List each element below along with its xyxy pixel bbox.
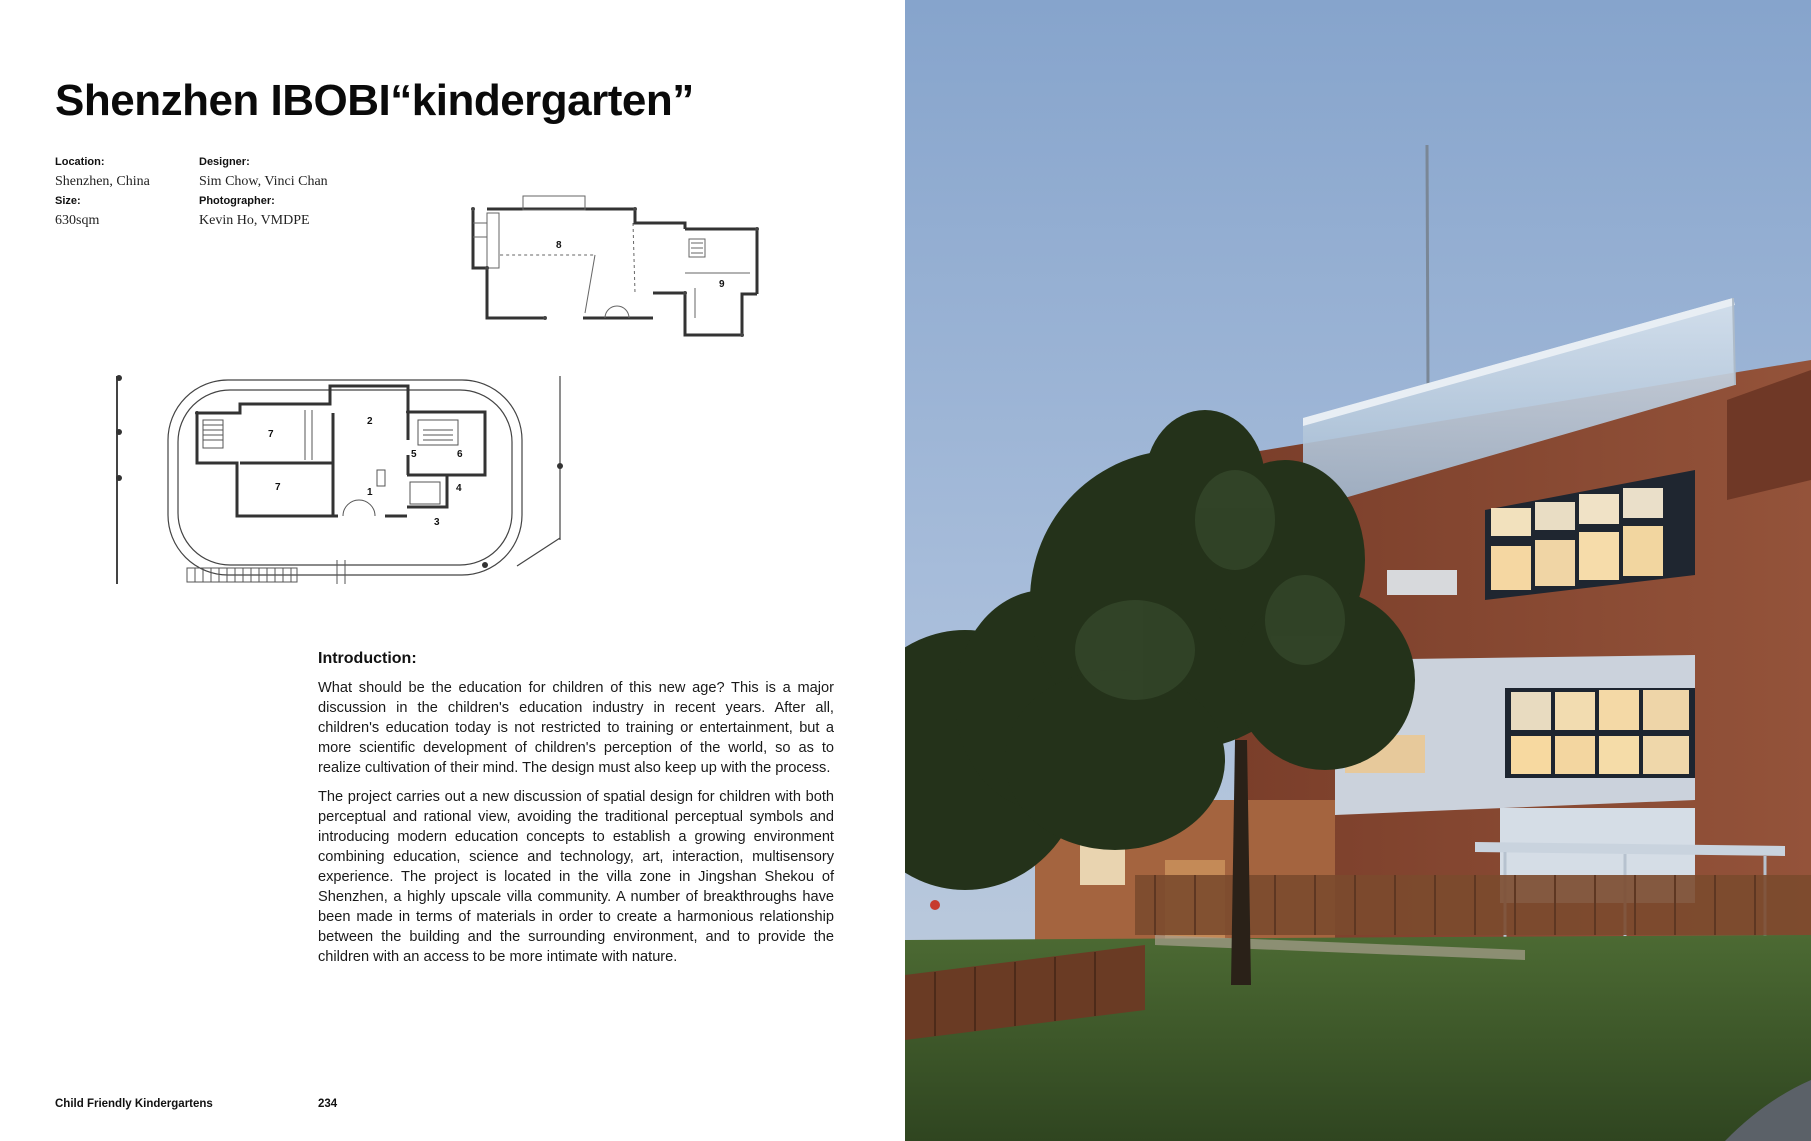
designer-value: Sim Chow, Vinci Chan [199, 174, 328, 189]
meta-location-size [55, 153, 150, 231]
location-value: Shenzhen, China [55, 174, 150, 189]
size-label: Size: [55, 195, 81, 207]
left-page [0, 0, 905, 1141]
photographer-label: Photographer: [199, 195, 275, 207]
room-label-4: 4 [456, 483, 462, 494]
introduction-section [318, 650, 834, 976]
room-label-3: 3 [434, 517, 440, 528]
location-label: Location: [55, 156, 105, 168]
room-label-2: 2 [367, 416, 373, 427]
plan-wall [473, 209, 545, 318]
room-label-9: 9 [719, 279, 725, 290]
room-label-5: 5 [411, 449, 417, 460]
page-number: 234 [318, 1098, 338, 1110]
introduction-heading: Introduction: [318, 650, 417, 667]
ground-floor-plan [105, 370, 575, 586]
right-page [905, 0, 1811, 1141]
room-label-1: 1 [367, 487, 373, 498]
page-title: Shenzhen IBOBI“kindergarten” [55, 76, 694, 125]
designer-label: Designer: [199, 156, 250, 168]
introduction-paragraph-1: What should be the education for children of this new age? This is a major discussion in the children's education industry in recent years. After all, children's education today is not restricted to training or entertainment, but a more scientific development of children's perception of the world, so as to realize cultivation of their mind. The design must also keep up with the process. [318, 680, 834, 776]
building-photo [905, 0, 1811, 1141]
introduction-paragraph-2: The project carries out a new discussion of spatial design for children with both perceptual and rational view, avoiding the traditional perceptual symbols and introducing modern education concepts to establish a growing environment combining education, science and technology, art, interaction, multisensory experience. The project is located in the villa zone in Jingshan Shekou of Shenzhen, a highly upscale villa community. A number of breakthroughs have been made in terms of materials in order to create a harmonious relationship between the building and the surrounding environment, and to provide the children with an access to be more intimate with nature. [318, 789, 834, 965]
antenna-mast [1427, 145, 1428, 385]
photographer-value: Kevin Ho, VMDPE [199, 213, 310, 228]
room-label-8: 8 [556, 240, 562, 251]
book-title-footer: Child Friendly Kindergartens [55, 1098, 213, 1110]
room-label-7a: 7 [268, 429, 274, 440]
room-label-7b: 7 [275, 482, 281, 493]
room-label-6: 6 [457, 449, 463, 460]
size-value: 630sqm [55, 213, 100, 228]
meta-designer-photographer [199, 153, 328, 231]
site-boundary [168, 380, 522, 575]
upper-floor-plan [465, 193, 765, 341]
